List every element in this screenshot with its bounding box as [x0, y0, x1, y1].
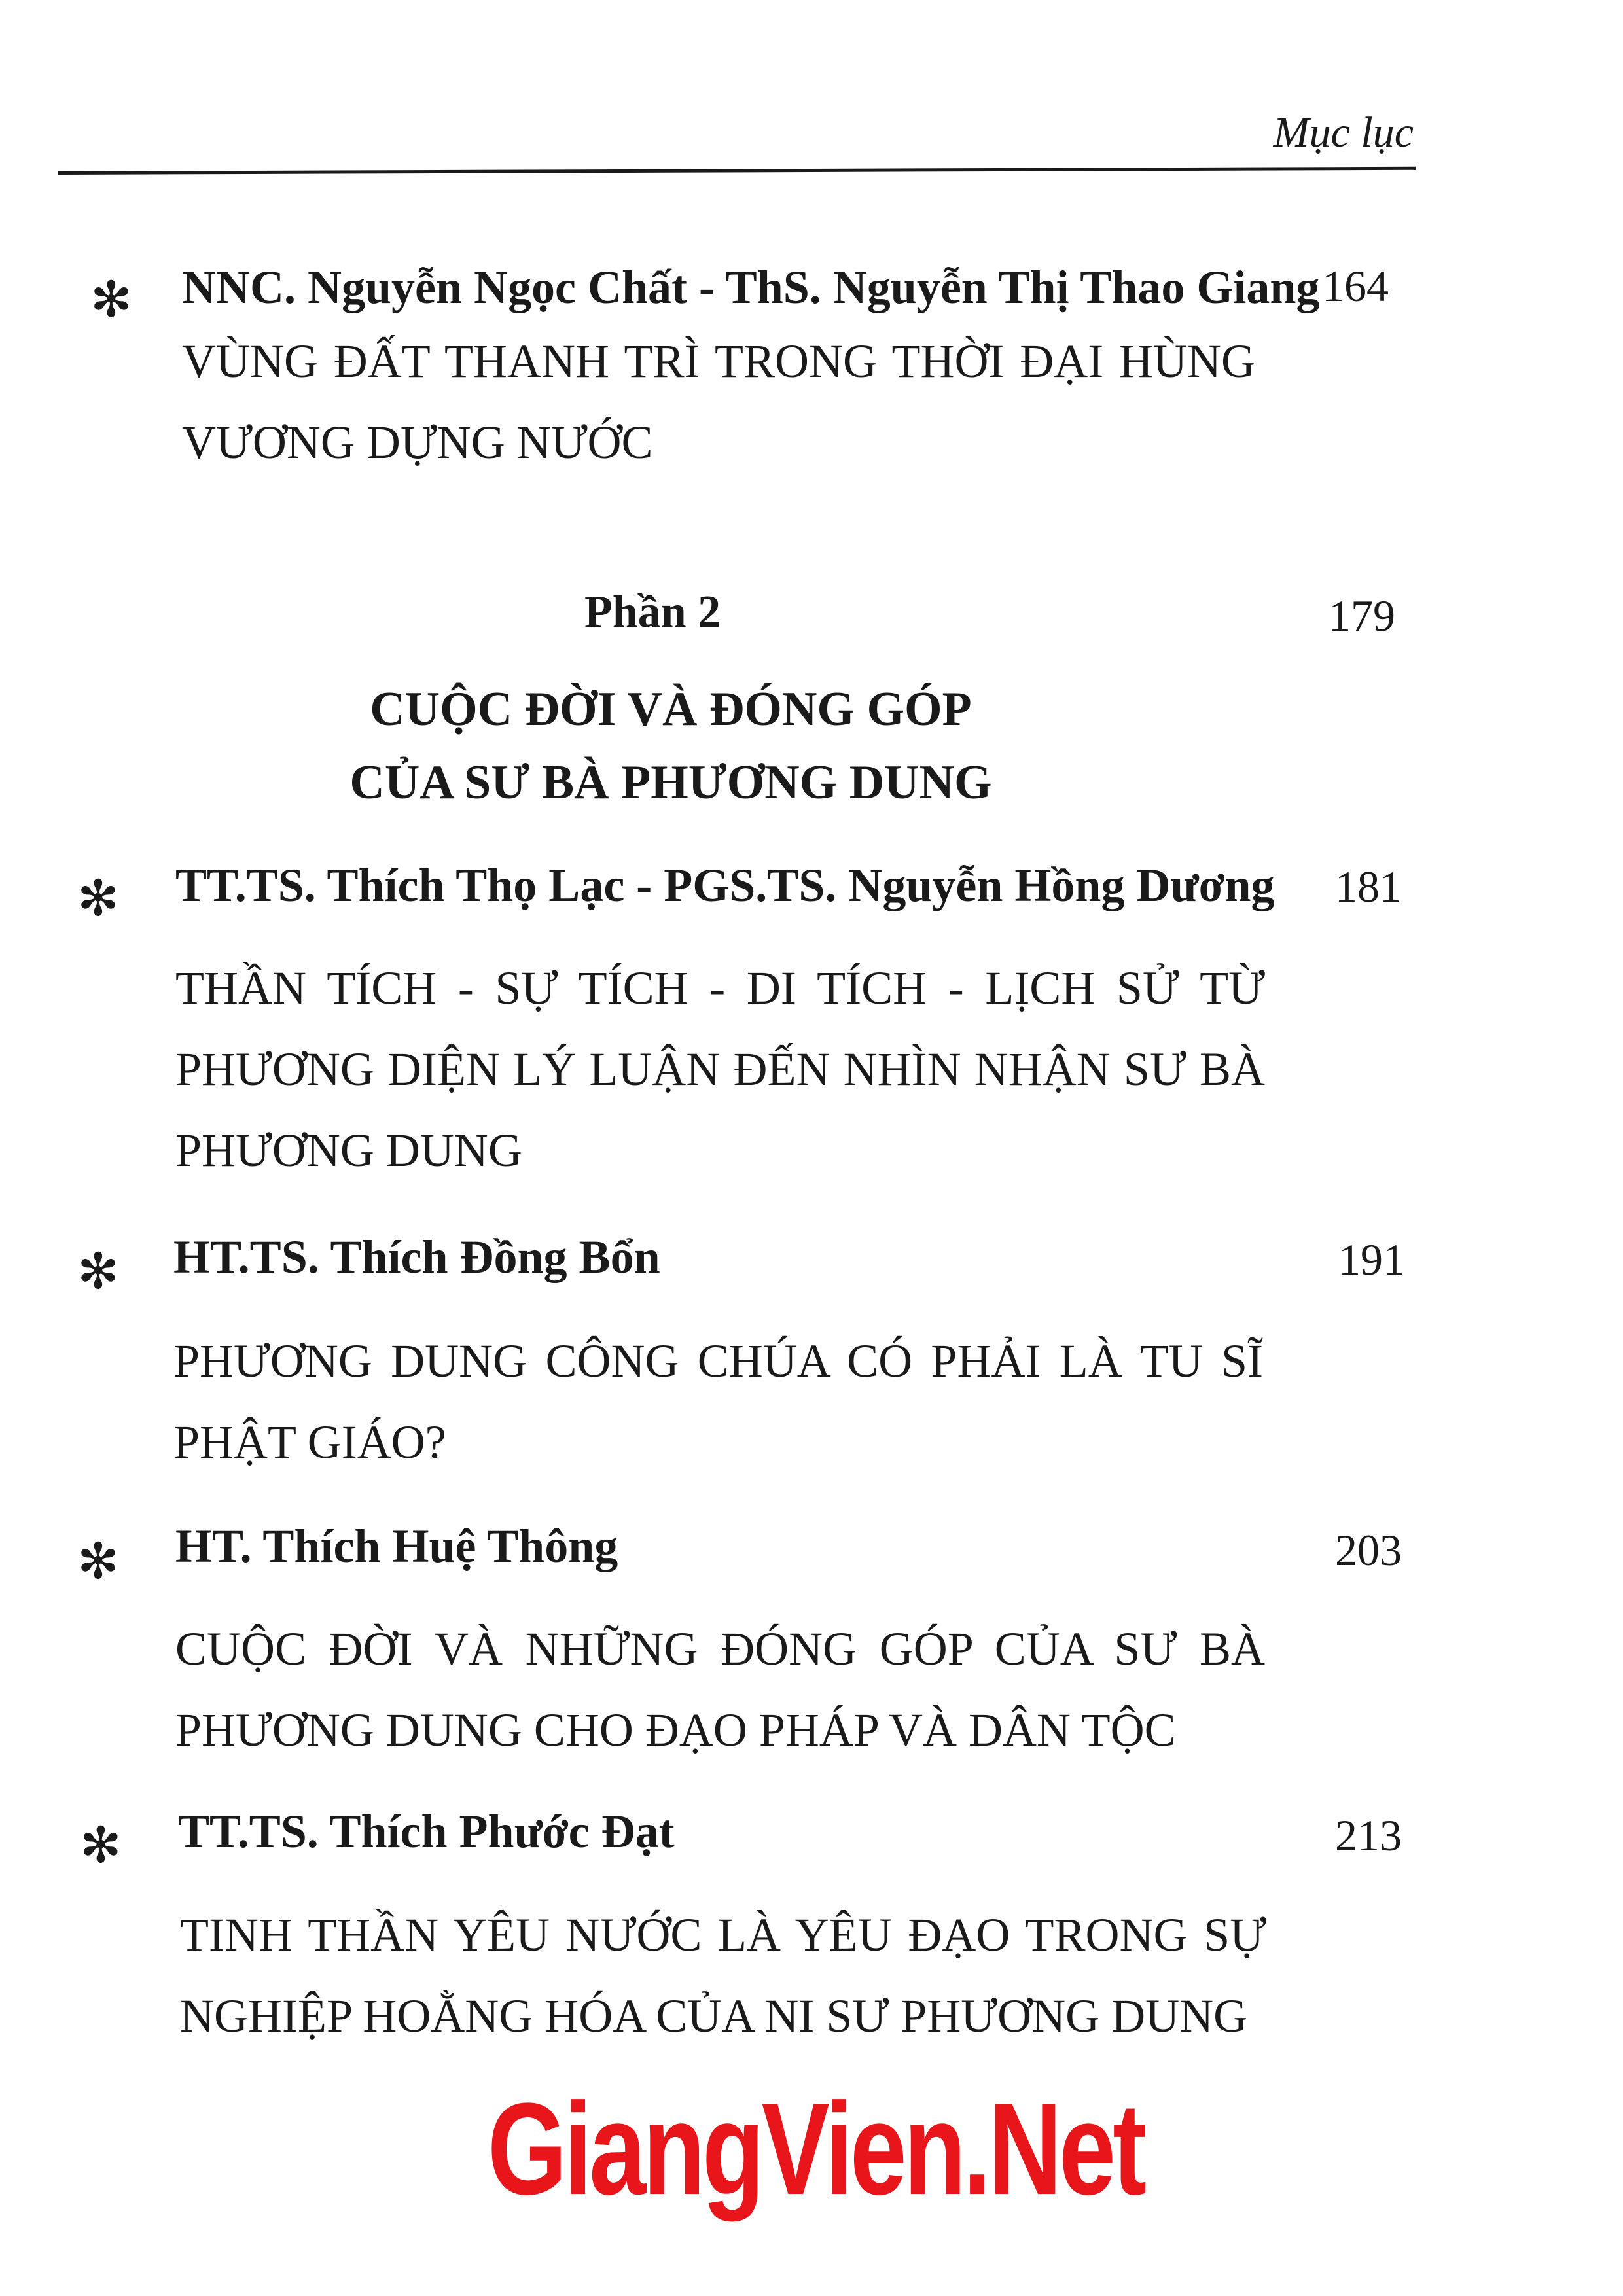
entry-page-number: 191 [1338, 1235, 1405, 1284]
asterisk-bullet-icon: ✻ [77, 1242, 119, 1300]
part-label: Phần 2 [584, 587, 721, 637]
entry-page-number: 213 [1335, 1810, 1402, 1860]
entry-page-number: 203 [1335, 1525, 1402, 1575]
entry-title: THẦN TÍCH - SỰ TÍCH - DI TÍCH - LỊCH SỬ TỪ PHƯƠNG DIỆN LÝ LUẬN ĐẾN NHÌN NHẬN SƯ BÀ PHƯƠNG DUNG [175, 962, 1265, 1176]
entry-authors: NNC. Nguyễn Ngọc Chất - ThS. Nguyễn Thị Thao Giang [182, 261, 1320, 313]
asterisk-bullet-icon: ✻ [77, 1532, 119, 1590]
entry-page-number: 164 [1322, 261, 1389, 311]
entry-title: TINH THẦN YÊU NƯỚC LÀ YÊU ĐẠO TRONG SỰ NGHIỆP HOẰNG HÓA CỦA NI SƯ PHƯƠNG DUNG [180, 1909, 1266, 2042]
running-header-title: Mục lục [1273, 109, 1414, 156]
entry-authors: TT.TS. Thích Thọ Lạc - PGS.TS. Nguyễn Hồng Dương [175, 859, 1275, 911]
header-rule [58, 167, 1416, 175]
entry-authors: HT. Thích Huệ Thông [175, 1520, 618, 1572]
asterisk-bullet-icon: ✻ [77, 869, 119, 927]
part-page-number: 179 [1329, 591, 1395, 641]
entry-title: PHƯƠNG DUNG CÔNG CHÚA CÓ PHẢI LÀ TU SĨ PHẬT GIÁO? [173, 1335, 1263, 1468]
entry-title: CUỘC ĐỜI VÀ NHỮNG ĐÓNG GÓP CỦA SƯ BÀ PHƯƠNG DUNG CHO ĐẠO PHÁP VÀ DÂN TỘC [175, 1623, 1265, 1756]
entry-authors: HT.TS. Thích Đồng Bổn [173, 1231, 660, 1283]
asterisk-bullet-icon: ✻ [90, 270, 132, 328]
entry-page-number: 181 [1335, 862, 1402, 911]
asterisk-bullet-icon: ✻ [80, 1816, 122, 1874]
watermark-logo: GiangVien.Net [488, 2076, 1144, 2222]
entry-authors: TT.TS. Thích Phước Đạt [178, 1805, 675, 1858]
part-title-line-2: CỦA SƯ BÀ PHƯƠNG DUNG [349, 756, 992, 809]
part-title-line-1: CUỘC ĐỜI VÀ ĐÓNG GÓP [370, 682, 972, 736]
entry-title: VÙNG ĐẤT THANH TRÌ TRONG THỜI ĐẠI HÙNG VƯƠNG DỰNG NƯỚC [182, 335, 1255, 468]
